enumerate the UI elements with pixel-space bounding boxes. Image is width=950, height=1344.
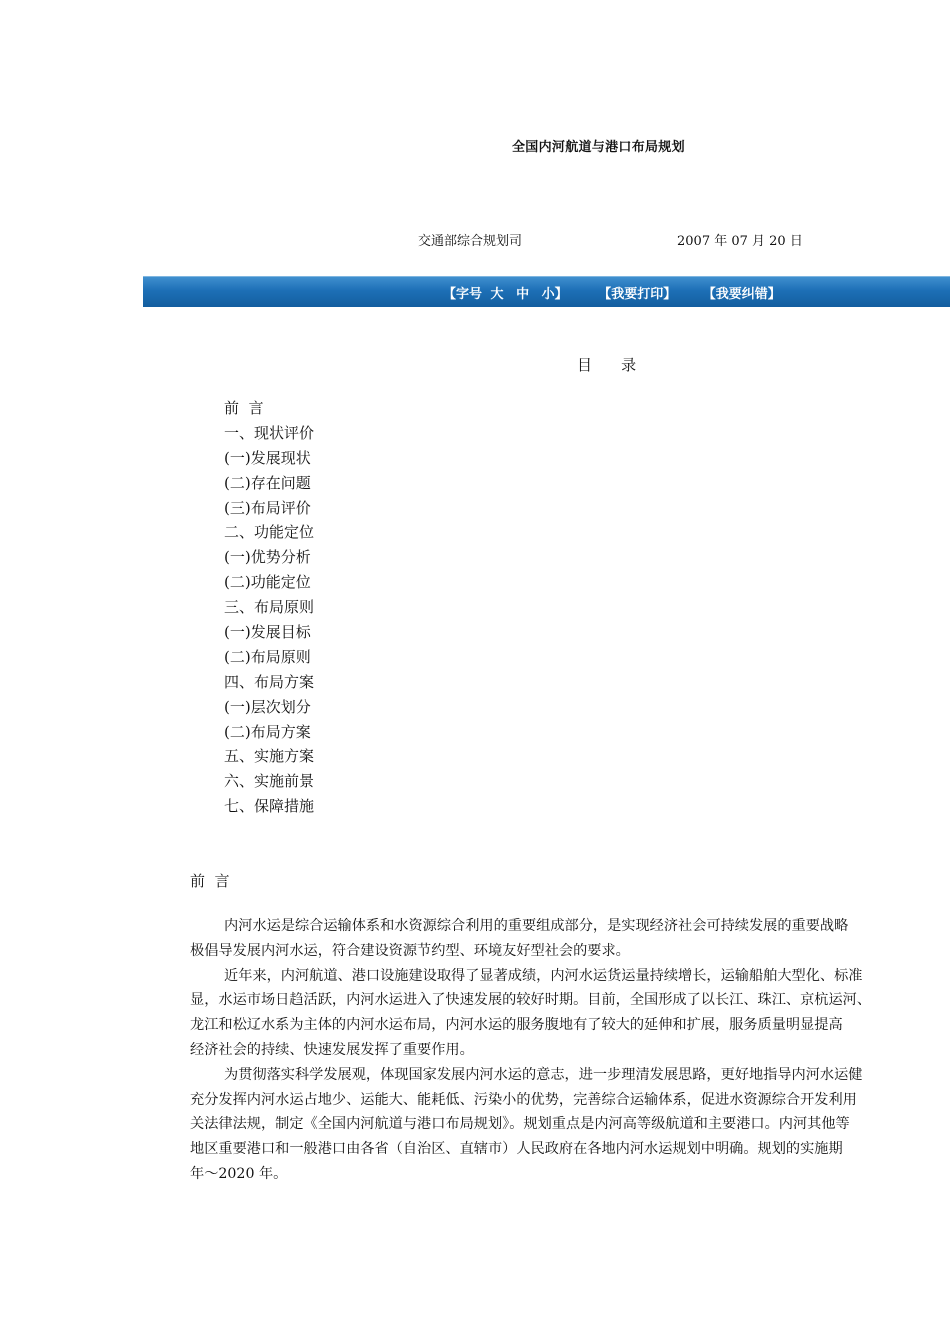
paragraph-line: 显，水运市场日趋活跃，内河水运进入了快速发展的较好时期。目前，全国形成了以长江、珠江、京杭运河、 bbox=[190, 992, 872, 1009]
toc-item[interactable]: (二)功能定位 bbox=[224, 573, 311, 592]
report-error-link[interactable]: 【我要纠错】 bbox=[702, 287, 781, 302]
paragraph-line: 极倡导发展内河水运，符合建设资源节约型、环境友好型社会的要求。 bbox=[190, 942, 630, 959]
paragraph-line: 内河水运是综合运输体系和水资源综合利用的重要组成部分，是实现经济社会可持续发展的重要战略 bbox=[224, 918, 849, 934]
print-link[interactable]: 【我要打印】 bbox=[598, 287, 677, 302]
font-medium-link[interactable]: 中 bbox=[516, 287, 530, 302]
toc-item[interactable]: (一)优势分析 bbox=[224, 548, 311, 567]
toc-heading: 目 录 bbox=[577, 356, 639, 374]
toc-item[interactable]: 前 言 bbox=[224, 399, 264, 417]
toc-item[interactable]: 七、保障措施 bbox=[224, 797, 315, 816]
toc-item[interactable]: (三)布局评价 bbox=[224, 498, 311, 517]
toc-item[interactable]: 五、实施方案 bbox=[224, 747, 315, 766]
paragraph-line: 关法律法规，制定《全国内河航道与港口布局规划》。规划重点是内河高等级航道和主要港口。内河其他等 bbox=[190, 1116, 850, 1133]
paragraph-line: 经济社会的持续、快速发展发挥了重要作用。 bbox=[190, 1041, 474, 1058]
document-title: 全国内河航道与港口布局规划 bbox=[512, 140, 685, 155]
paragraph-line: 龙江和松辽水系为主体的内河水运布局，内河水运的服务腹地有了较大的延伸和扩展，服务质量明显提高 bbox=[190, 1017, 843, 1034]
toc-item[interactable]: 三、布局原则 bbox=[224, 598, 315, 617]
preface-heading: 前 言 bbox=[190, 872, 230, 890]
toc-item[interactable]: 六、实施前景 bbox=[224, 772, 315, 791]
toc-item[interactable]: (一)发展目标 bbox=[224, 623, 311, 642]
document-date: 2007 年 07 月 20 日 bbox=[677, 234, 803, 249]
article-toolbar bbox=[143, 276, 950, 307]
toc-item[interactable]: (一)发展现状 bbox=[224, 448, 311, 467]
paragraph-line: 地区重要港口和一般港口由各省（自治区、直辖市）人民政府在各地内河水运规划中明确。规划的实施期 bbox=[190, 1141, 843, 1158]
toc-item[interactable]: (二)布局原则 bbox=[224, 647, 311, 666]
paragraph-line: 年～2020 年。 bbox=[190, 1165, 288, 1182]
font-size-label: 【字号 bbox=[443, 287, 483, 302]
toc-item[interactable]: 四、布局方案 bbox=[224, 672, 315, 691]
toolbar-items bbox=[443, 283, 803, 302]
preface-body bbox=[190, 914, 950, 1187]
toc-item[interactable]: (二)存在问题 bbox=[224, 473, 311, 492]
font-small-link[interactable]: 小】 bbox=[541, 287, 568, 302]
table-of-contents bbox=[224, 396, 314, 819]
toc-item[interactable]: 一、现状评价 bbox=[224, 423, 315, 442]
document-source: 交通部综合规划司 bbox=[418, 234, 523, 249]
font-size-group bbox=[443, 283, 572, 302]
paragraph-line: 为贯彻落实科学发展观，体现国家发展内河水运的意志，进一步理清发展思路，更好地指导内河水运健 bbox=[224, 1066, 863, 1083]
font-large-link[interactable]: 大 bbox=[490, 287, 504, 302]
toc-item[interactable]: (二)布局方案 bbox=[224, 722, 311, 741]
toc-item[interactable]: 二、功能定位 bbox=[224, 523, 315, 542]
paragraph-line: 近年来，内河航道、港口设施建设取得了显著成绩，内河水运货运量持续增长，运输船舶大型化、标准 bbox=[224, 967, 863, 984]
paragraph-line: 充分发挥内河水运占地少、运能大、能耗低、污染小的优势，完善综合运输体系，促进水资源综合开发利用 bbox=[190, 1091, 857, 1108]
toc-item[interactable]: (一)层次划分 bbox=[224, 697, 311, 716]
